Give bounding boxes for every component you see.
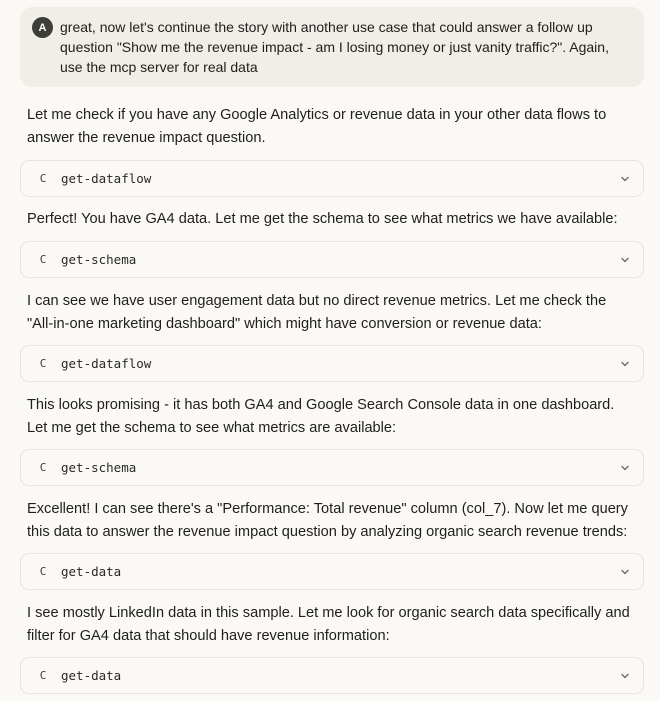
- user-message-text: great, now let's continue the story with another use case that could answer a follow up question "Show me the revenue impact - am I losing money or just vanity traffic?". Again, use the mcp server for real data: [60, 19, 609, 75]
- chevron-down-icon[interactable]: [619, 358, 631, 370]
- avatar: A: [32, 17, 53, 38]
- tool-name: get-data: [61, 564, 122, 579]
- assistant-paragraph: Perfect! You have GA4 data. Let me get the schema to see what metrics we have available:: [27, 211, 618, 227]
- tool-badge: C: [39, 565, 47, 578]
- tool-call-get-dataflow[interactable]: [20, 345, 644, 382]
- assistant-paragraph: I see mostly LinkedIn data in this sample. Let me look for organic search data specifically and filter for GA4 data that should have revenue information:: [27, 605, 630, 644]
- chevron-down-icon[interactable]: [619, 670, 631, 682]
- tool-name: get-schema: [61, 460, 137, 475]
- tool-call-get-schema[interactable]: [20, 241, 644, 278]
- tool-name: get-schema: [61, 252, 137, 267]
- tool-name: get-dataflow: [61, 356, 152, 371]
- tool-call-get-dataflow[interactable]: [20, 160, 644, 197]
- tool-call-get-data[interactable]: [20, 657, 644, 694]
- chevron-down-icon[interactable]: [619, 566, 631, 578]
- tool-badge: C: [39, 669, 47, 682]
- tool-name: get-data: [61, 668, 122, 683]
- assistant-paragraph: Let me check if you have any Google Analytics or revenue data in your other data flows to answer the revenue impact question.: [27, 107, 607, 146]
- tool-badge: C: [39, 357, 47, 370]
- assistant-paragraph: Excellent! I can see there's a "Performance: Total revenue" column (col_7). Now let me query this data to answer the revenue impact question by analyzing organic search revenue trends:: [27, 501, 628, 540]
- tool-badge: C: [39, 253, 47, 266]
- chevron-down-icon[interactable]: [619, 173, 631, 185]
- chevron-down-icon[interactable]: [619, 462, 631, 474]
- tool-badge: C: [39, 172, 47, 185]
- tool-call-get-schema[interactable]: [20, 449, 644, 486]
- tool-name: get-dataflow: [61, 171, 152, 186]
- tool-badge: C: [39, 461, 47, 474]
- tool-call-get-data[interactable]: [20, 553, 644, 590]
- assistant-paragraph: I can see we have user engagement data but no direct revenue metrics. Let me check the "All-in-one marketing dashboard" which might have conversion or revenue data:: [27, 293, 607, 332]
- user-message: [20, 7, 644, 87]
- chevron-down-icon[interactable]: [619, 254, 631, 266]
- assistant-paragraph: This looks promising - it has both GA4 and Google Search Console data in one dashboard. Let me get the schema to see what metrics are available:: [27, 397, 615, 436]
